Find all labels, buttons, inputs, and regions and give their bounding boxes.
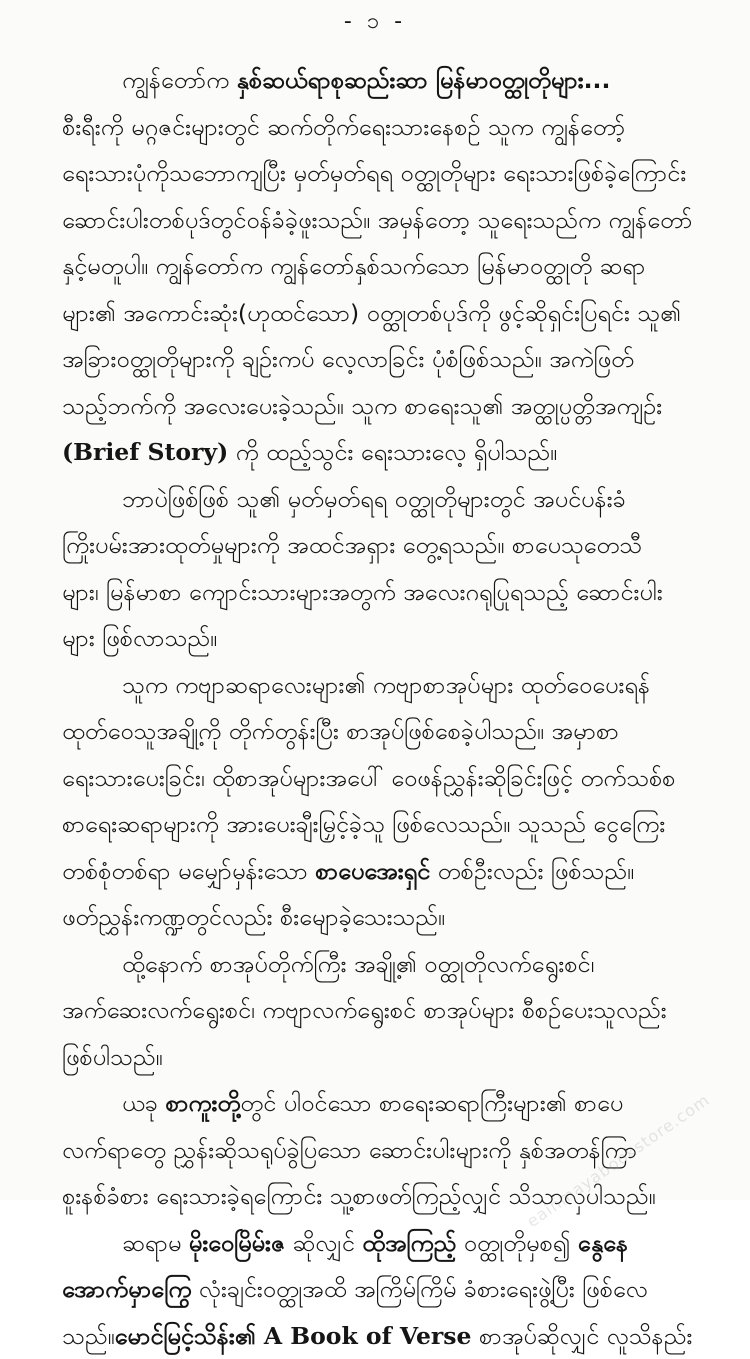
text-segment: အခြားဝတ္ထုတိုများကို ချဉ်းကပ် လေ့လာခြင်း ပုံစံဖြစ်သည်။ အကဲဖြတ် [62,345,634,373]
text-segment: ယခု [122,1089,166,1117]
text-line [62,755,730,801]
text-segment: သည်။ [62,1321,115,1350]
text-segment: စာအုပ်ဆိုလျှင် လူသိနည်း [471,1321,693,1350]
text-line [62,894,730,940]
text-segment: တွင် ပါဝင်သော စာရေးဆရာကြီးများ၏ စာပေ [240,1089,624,1117]
text-segment: သူက ကဗျာဆရာလေးများ၏ ကဗျာစာအုပ်များ ထုတ်ဝေပေးရန် [122,670,651,699]
text-segment: ထို့နောက် စာအုပ်တိုက်ကြီး အချို့၏ ဝတ္ထုတိုလက်ရွေးစင်၊ [122,949,595,978]
text-line [62,290,730,336]
text-segment: လက်ရာတွေ ညွှန်းဆိုသရုပ်ခွဲပြသော ဆောင်းပါးများကို နှစ်အတန်ကြာ [62,1135,638,1164]
text-segment: စီးရီးကို မဂ္ဂဇင်းများတွင် ဆက်တိုက်ရေးသားနေစဉ် သူက ကျွန်တော့် [62,112,626,141]
text-segment: ထုတ်ဝေသူအချို့ကို တိုက်တွန်းပြီး စာအုပ်ဖြစ်စေခဲ့ပါသည်။ အမှာစာ [62,717,619,745]
text-line [62,801,730,847]
text-line [122,57,730,103]
text-line [122,662,730,708]
text-segment: ကျွန်တော်က [122,66,237,94]
bold-text-segment: နွေနေ [577,1228,629,1257]
bold-text-segment: မိုးဝေမြိမ်းဇ [188,1228,285,1257]
text-segment: အက်ဆေးလက်ရွေးစင်၊ ကဗျာလက်ရွေးစင် စာအုပ်များ စီစဉ်ပေးသူလည်း [62,996,667,1024]
latin-text-segment: (Brief Story) [62,438,229,466]
text-line [122,476,730,522]
text-line [62,615,730,661]
text-segment: ရေးသားပေးခြင်း၊ ထိုစာအုပ်များအပေါ် ဝေဖန်ညွှန်းဆိုခြင်းဖြင့် တက်သစ်စ [62,763,676,792]
text-line [62,383,730,429]
page-number: - ၁ - [343,9,407,34]
text-segment: နှင့်မတူပါ။ ကျွန်တော်က ကျွန်တော်နှစ်သက်သော မြန်မာဝတ္ထုတို ဆရာ [62,252,646,280]
text-segment: ရေးသားပုံကိုသဘောကျပြီး မှတ်မှတ်ရရ ဝတ္ထုတိုများ ရေးသားဖြစ်ခဲ့ကြောင်း [62,159,687,187]
text-segment: စူးနစ်ခံစား ရေးသားခဲ့ရကြောင်း သူ့စာဖတ်ကြည့်လျှင် သိသာလှပါသည်။ [62,1182,656,1210]
bold-text-segment: စာကူးတို့ [165,1089,241,1117]
text-line [62,522,730,568]
text-segment: များ၊ မြန်မာစာ ကျောင်းသားများအတွက် အလေးဂရုပြုရသည့် ဆောင်းပါး [62,577,663,606]
text-line [62,1313,730,1359]
text-line [122,941,730,987]
text-line [62,197,730,243]
text-segment: လုံးချင်းဝတ္ထုအထိ အကြိမ်ကြိမ် ခံစားရေးဖွဲ့ပြီး ဖြစ်လေ [191,1275,648,1303]
text-segment: ဆောင်းပါးတစ်ပုဒ်တွင်ဝန်ခံခဲ့ဖူးသည်။ အမှန်တော့ သူရေးသည်က ကျွန်တော် [62,205,693,234]
text-segment: ဆိုလျှင် [284,1228,363,1257]
bold-text-segment: ထိုအကြည့် [362,1228,457,1257]
text-line [62,848,730,894]
text-segment: ဆရာမ [122,1228,189,1257]
text-segment: များ၏ အကောင်းဆုံး(ဟုထင်သော) ဝတ္ထုတစ်ပုဒ်ကို ဖွင့်ဆိုရှင်းပြရင်း သူ၏ [62,298,681,327]
text-segment: တစ်ဦးလည်း ဖြစ်သည်။ [430,856,635,885]
text-line [62,429,730,475]
text-line [62,1173,730,1219]
text-line [122,1080,730,1126]
text-line [62,987,730,1033]
bold-text-segment: စာပေအေးရှင် [315,856,431,885]
bold-text-segment: အောက်မှာကြွေ [62,1275,192,1303]
text-line [62,1034,730,1080]
text-segment: သည့်ဘက်ကို အလေးပေးခဲ့သည်။ သူက စာရေးသူ၏ အတ္ထုပ္ပတ္တိအကျဉ်း [62,391,663,420]
watermark: eainmayabookstore.com [523,1090,714,1231]
text-line [62,243,730,289]
text-segment: စာရေးဆရာများကို အားပေးချီးမြှင့်ခဲ့သူ ဖြစ်လေသည်။ သူသည် ငွေကြေး [62,810,666,838]
text-line [62,569,730,615]
text-segment: ကို ထည့်သွင်း ရေးသားလေ့ ရှိပါသည်။ [228,438,558,466]
text-segment: ဖြစ်ပါသည်။ [62,1042,163,1071]
bold-text-segment: မောင်မြင့်သိန်း၏ [114,1321,256,1350]
latin-text-segment: A Book of Verse [255,1321,472,1350]
text-line [62,708,730,754]
text-line [122,1220,730,1266]
text-line [62,336,730,382]
text-line [62,104,730,150]
text-segment: များ ဖြစ်လာသည်။ [62,624,218,652]
bold-text-segment: နှစ်ဆယ်ရာစုဆည်းဆာ မြန်မာဝတ္ထုတိုများ... [236,66,611,94]
text-line [62,150,730,196]
text-segment: ဖတ်ညွှန်းကဏ္ဍတွင်လည်း စီးမျောခဲ့သေးသည်။ [62,903,445,931]
text-segment: ကြိုးပမ်းအားထုတ်မှုများကို အထင်အရှား တွေ့ရသည်။ စာပေသုတေသီ [62,531,642,559]
text-segment: ဝတ္ထုတိုမှစ၍ [456,1228,578,1257]
text-line [62,1266,730,1312]
text-segment: ဘာပဲဖြစ်ဖြစ် သူ၏ မှတ်မှတ်ရရ ဝတ္ထုတိုများတွင် အပင်ပန်းခံ [122,484,626,513]
text-segment: တစ်စုံတစ်ရာ မမျှော်မှန်းသော [62,856,316,885]
